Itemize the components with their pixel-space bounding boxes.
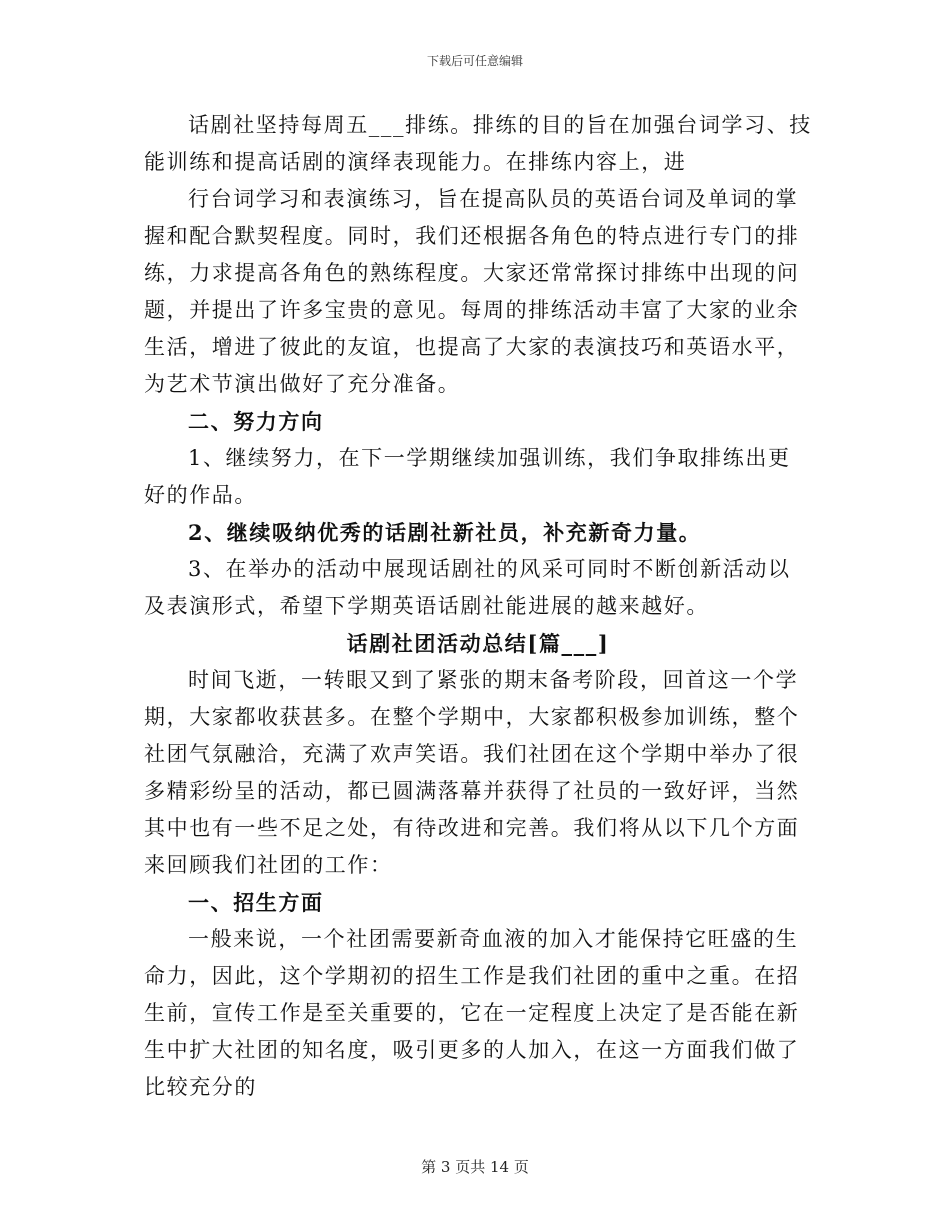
article-title: 话剧社团活动总结[篇___] [346, 631, 610, 656]
paragraph-intro: 时间飞逝，一转眼又到了紧张的期末备考阶段，回首这一个学期，大家都收获甚多。在整个学期中，大家都积极参加训练，整个社团气氛融洽，充满了欢声笑语。我们社团在这个学期中举办了很多精彩纷呈的活动，都已圆满落幕并获得了社员的一致好评，当然其中也有一些不足之处，有待改进和完善。我们将从以下几个方面来回顾我们社团的工作： [144, 668, 800, 877]
list-item-1: 1、继续努力，在下一学期继续加强训练，我们争取排练出更好的作品。 [144, 446, 791, 507]
document-body [144, 107, 812, 1106]
section-heading-recruitment: 一、招生方面 [188, 890, 324, 915]
list-item-2: 2、继续吸纳优秀的话剧社新社员，补充新奇力量。 [188, 520, 702, 545]
list-item-3: 3、在举办的活动中展现话剧社的风采可同时不断创新活动以及表演形式，希望下学期英语话剧社能进展的越来越好。 [144, 557, 791, 618]
paragraph-recruitment: 一般来说，一个社团需要新奇血液的加入才能保持它旺盛的生命力，因此，这个学期初的招生工作是我们社团的重中之重。在招生前，宣传工作是至关重要的，它在一定程度上决定了是否能在新生中扩大社团的知名度，吸引更多的人加入，在这一方面我们做了比较充分的 [144, 927, 800, 1099]
page-header: 下载后可任意编辑 [426, 54, 523, 68]
section-heading-direction: 二、努力方向 [188, 409, 324, 434]
page-footer: 第 3 页共 14 页 [421, 1158, 529, 1176]
paragraph-rehearsal: 话剧社坚持每周五___排练。排练的目的旨在加强台词学习、技能训练和提高话剧的演绎表现能力。在排练内容上，进 [144, 113, 812, 174]
paragraph-rehearsal-content: 行台词学习和表演练习，旨在提高队员的英语台词及单词的掌握和配合默契程度。同时，我们还根据各角色的特点进行专门的排练，力求提高各角色的熟练程度。大家还常常探讨排练中出现的问题，并提出了许多宝贵的意见。每周的排练活动丰富了大家的业余生活，增进了彼此的友谊，也提高了大家的表演技巧和英语水平，为艺术节演出做好了充分准备。 [144, 187, 800, 396]
